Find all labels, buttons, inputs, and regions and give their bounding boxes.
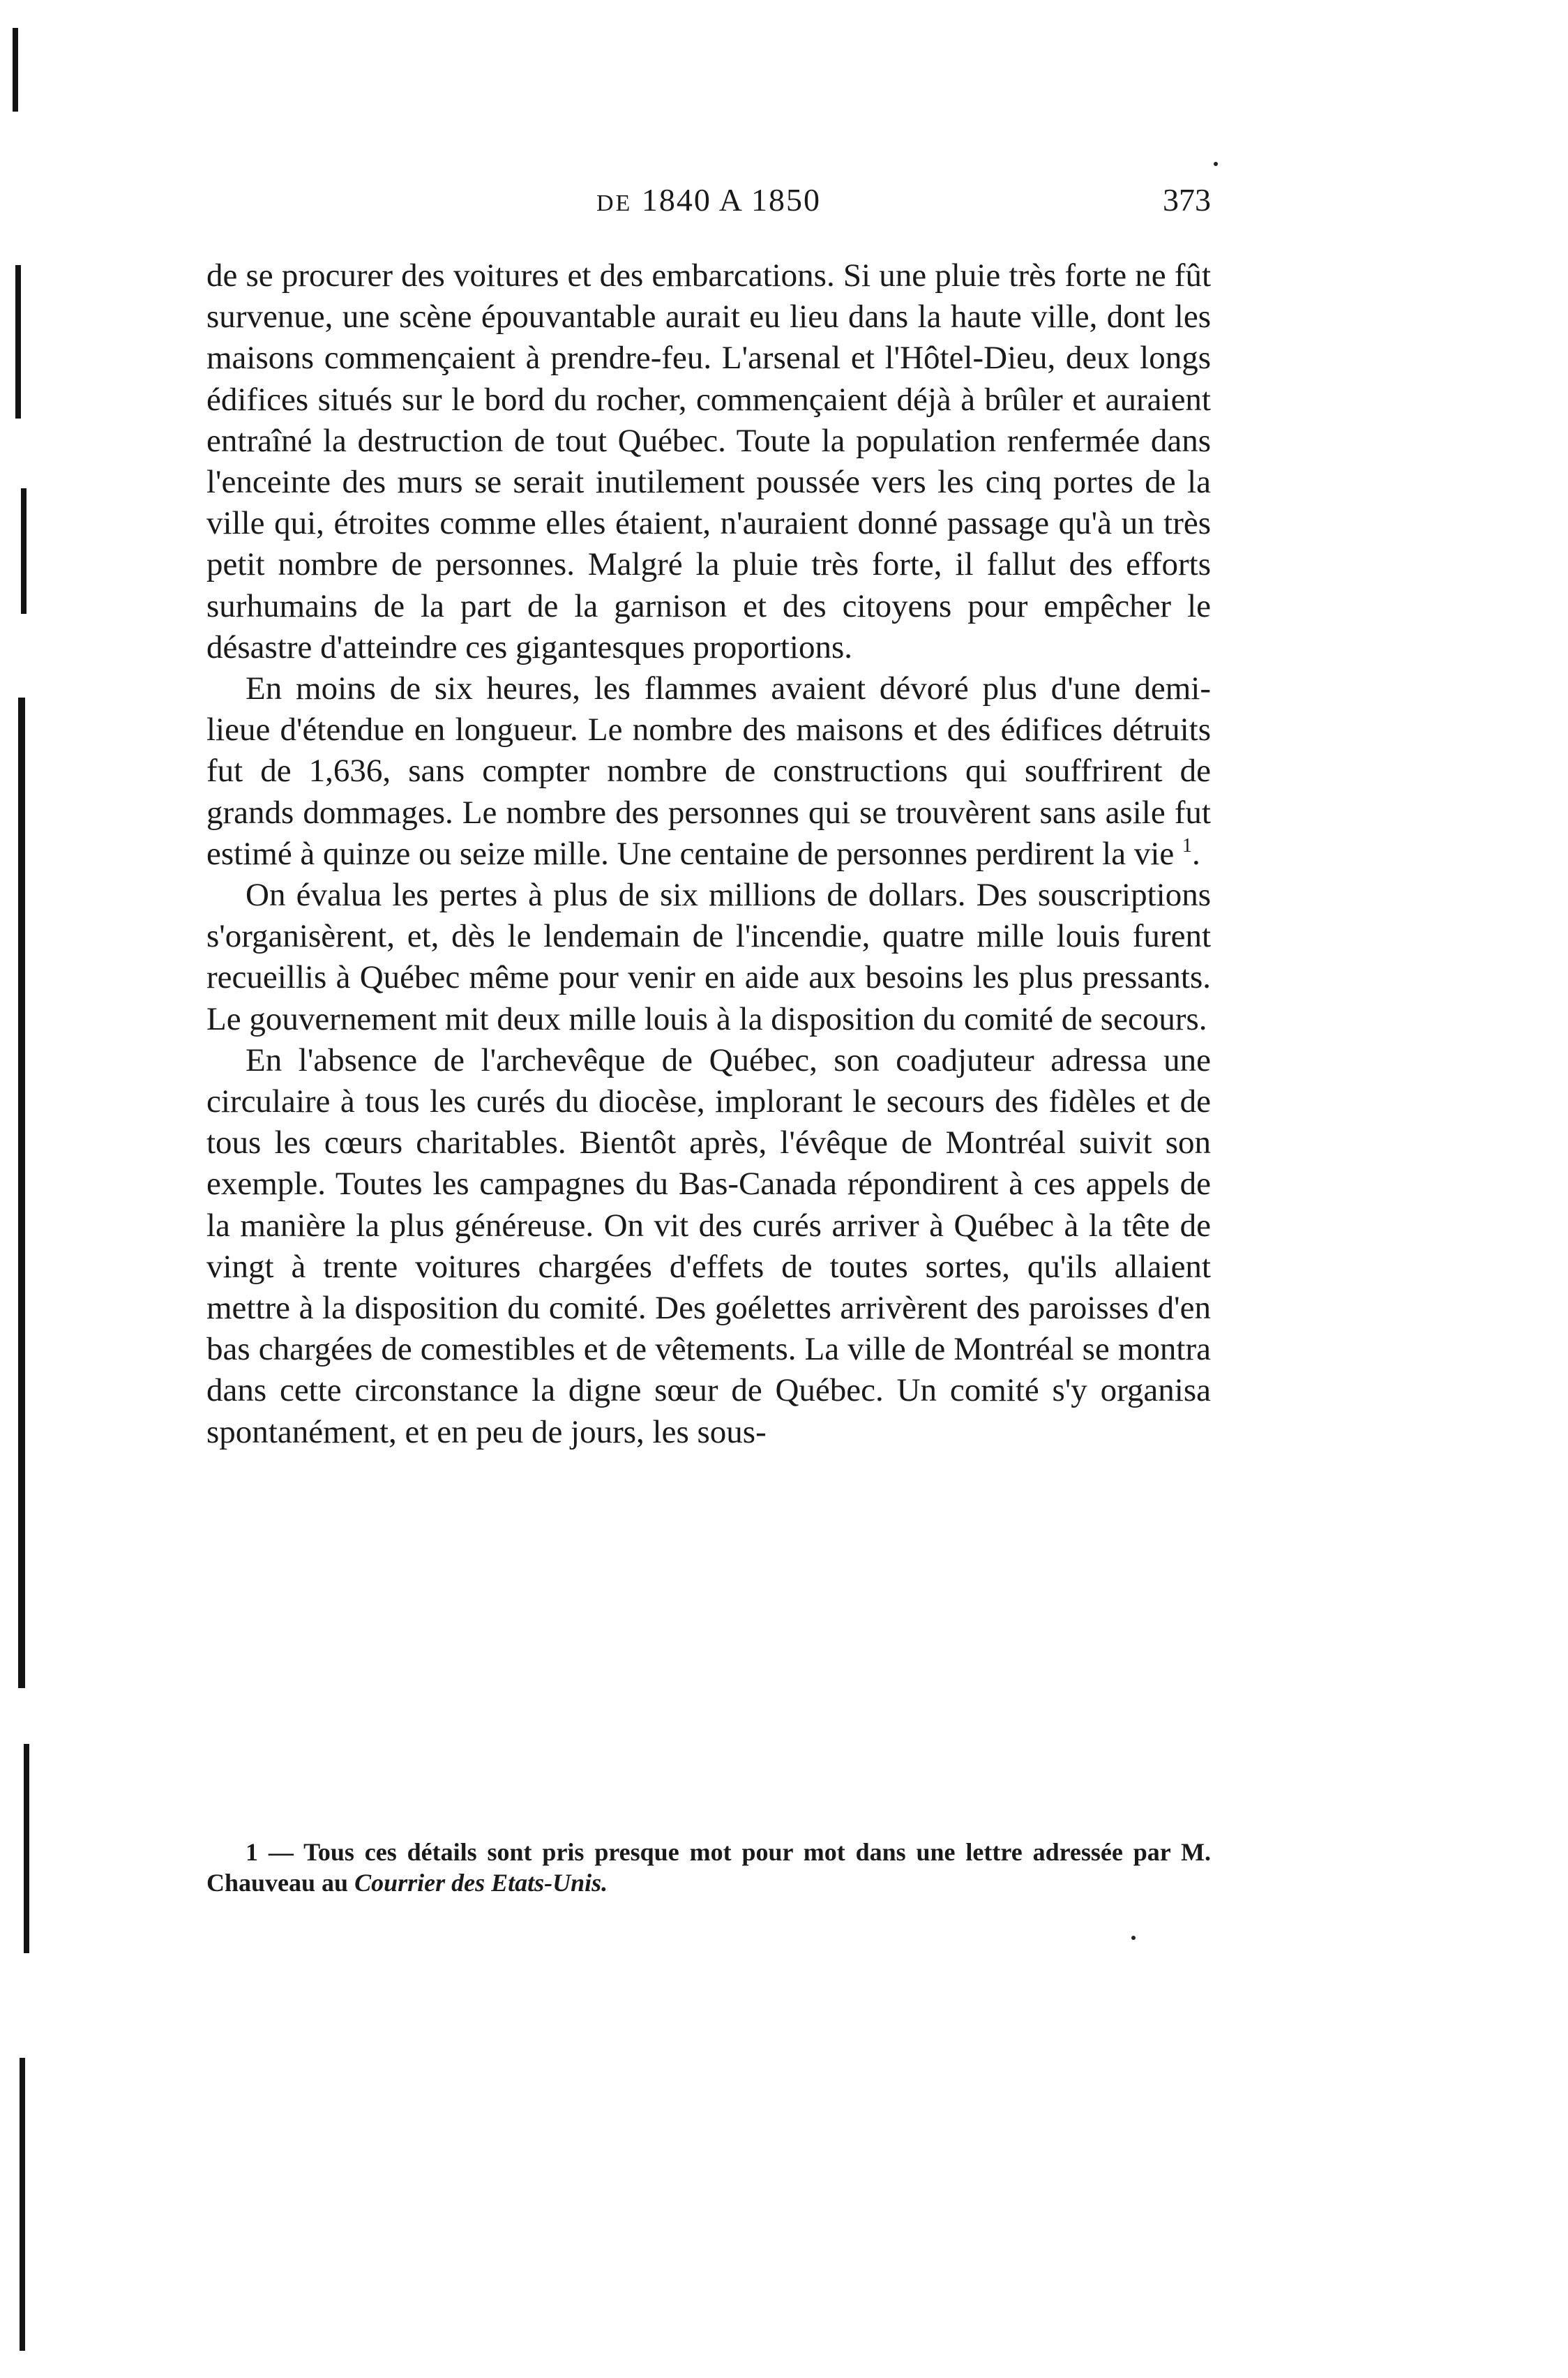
paragraph: de se procurer des voitures et des embarcations. Si une pluie très forte ne fût survenue, une scène épouvantable aurait eu lieu dans la haute ville, dont les maisons commençaient à prendre-feu. L'arsenal et l'Hôtel-Dieu, deux longs édifices situés sur le bord du rocher, commençaient déjà à brûler et auraient entraîné la destruction de tout Québec. Toute la population renfermée dans l'enceinte des murs se serait inutilement poussée vers les cinq portes de la ville qui, étroites comme elles étaient, n'auraient donné passage qu'à un très petit nombre de personnes. Malgré la pluie très forte, il fallut des efforts surhumains de la part de la garnison et des citoyens pour empêcher le désastre d'atteindre ces gigantesques proportions. <box>206 257 1211 665</box>
running-head-main: 1840 A 1850 <box>641 182 821 218</box>
footnote-label: 1 — <box>246 1838 294 1866</box>
dust-speck <box>1131 1936 1136 1940</box>
running-head <box>206 181 1211 218</box>
footnote-source: Courrier des Etats-Unis. <box>354 1869 608 1897</box>
body-text <box>206 255 1211 1453</box>
paragraph: On évalua les pertes à plus de six millions de dollars. Des souscriptions s'organisèrent, et, dès le lendemain de l'incendie, quatre mille louis furent recueillis à Québec même pour venir en aide aux besoins les plus pressants. Le gouvernement mit deux mille louis à la disposition du comité de secours. <box>206 877 1211 1037</box>
dust-speck <box>1214 162 1218 166</box>
paragraph-text: En moins de six heures, les flammes avaient dévoré plus d'une demi-lieue d'étendue en longueur. Le nombre des maisons et des édifices détruits fut de 1,636, sans compter nombre de constructions qui souffrirent de grands dommages. Le nombre des personnes qui se trouvèrent sans asile fut estimé à quinze ou seize mille. Une centaine de personnes perdirent la vie <box>206 670 1211 872</box>
paragraph: En moins de six heures, les flammes avaient dévoré plus d'une demi-lieue d'étendue en longueur. Le nombre des maisons et des édifices détruits fut de 1,636, sans compter nombre de constructions qui souffrirent de grands dommages. Le nombre des personnes qui se trouvèrent sans asile fut estimé à quinze ou seize mille. Une centaine de personnes perdirent la vie $^1$. <box>206 670 1211 872</box>
running-head-prefix: DE <box>596 190 633 216</box>
page-header <box>206 181 1211 237</box>
footnote-marker: 1 <box>1182 834 1193 857</box>
binding-edge <box>0 0 40 2378</box>
paragraph: En l'absence de l'archevêque de Québec, son coadjuteur adressa une circulaire à tous les curés du diocèse, implorant le secours des fidèles et de tous les cœurs charitables. Bientôt après, l'évêque de Montréal suivit son exemple. Toutes les campagnes du Bas-Canada répondirent à ces appels de la manière la plus généreuse. On vit des curés arriver à Québec à la tête de vingt à trente voitures chargées d'effets de toutes sortes, qu'ils allaient mettre à la disposition du comité. Des goélettes arrivèrent des paroisses d'en bas chargées de comestibles et de vêtements. La ville de Montréal se montra dans cette circonstance la digne sœur de Québec. Un comité s'y organisa spontanément, et en peu de jours, les sous- <box>206 1041 1211 1450</box>
footnote <box>206 1837 1211 1898</box>
footnote-text: Tous ces détails sont pris presque mot pour mot dans une lettre adressée par M. Chauveau au <box>206 1838 1211 1897</box>
page-number: 373 <box>1163 182 1211 218</box>
